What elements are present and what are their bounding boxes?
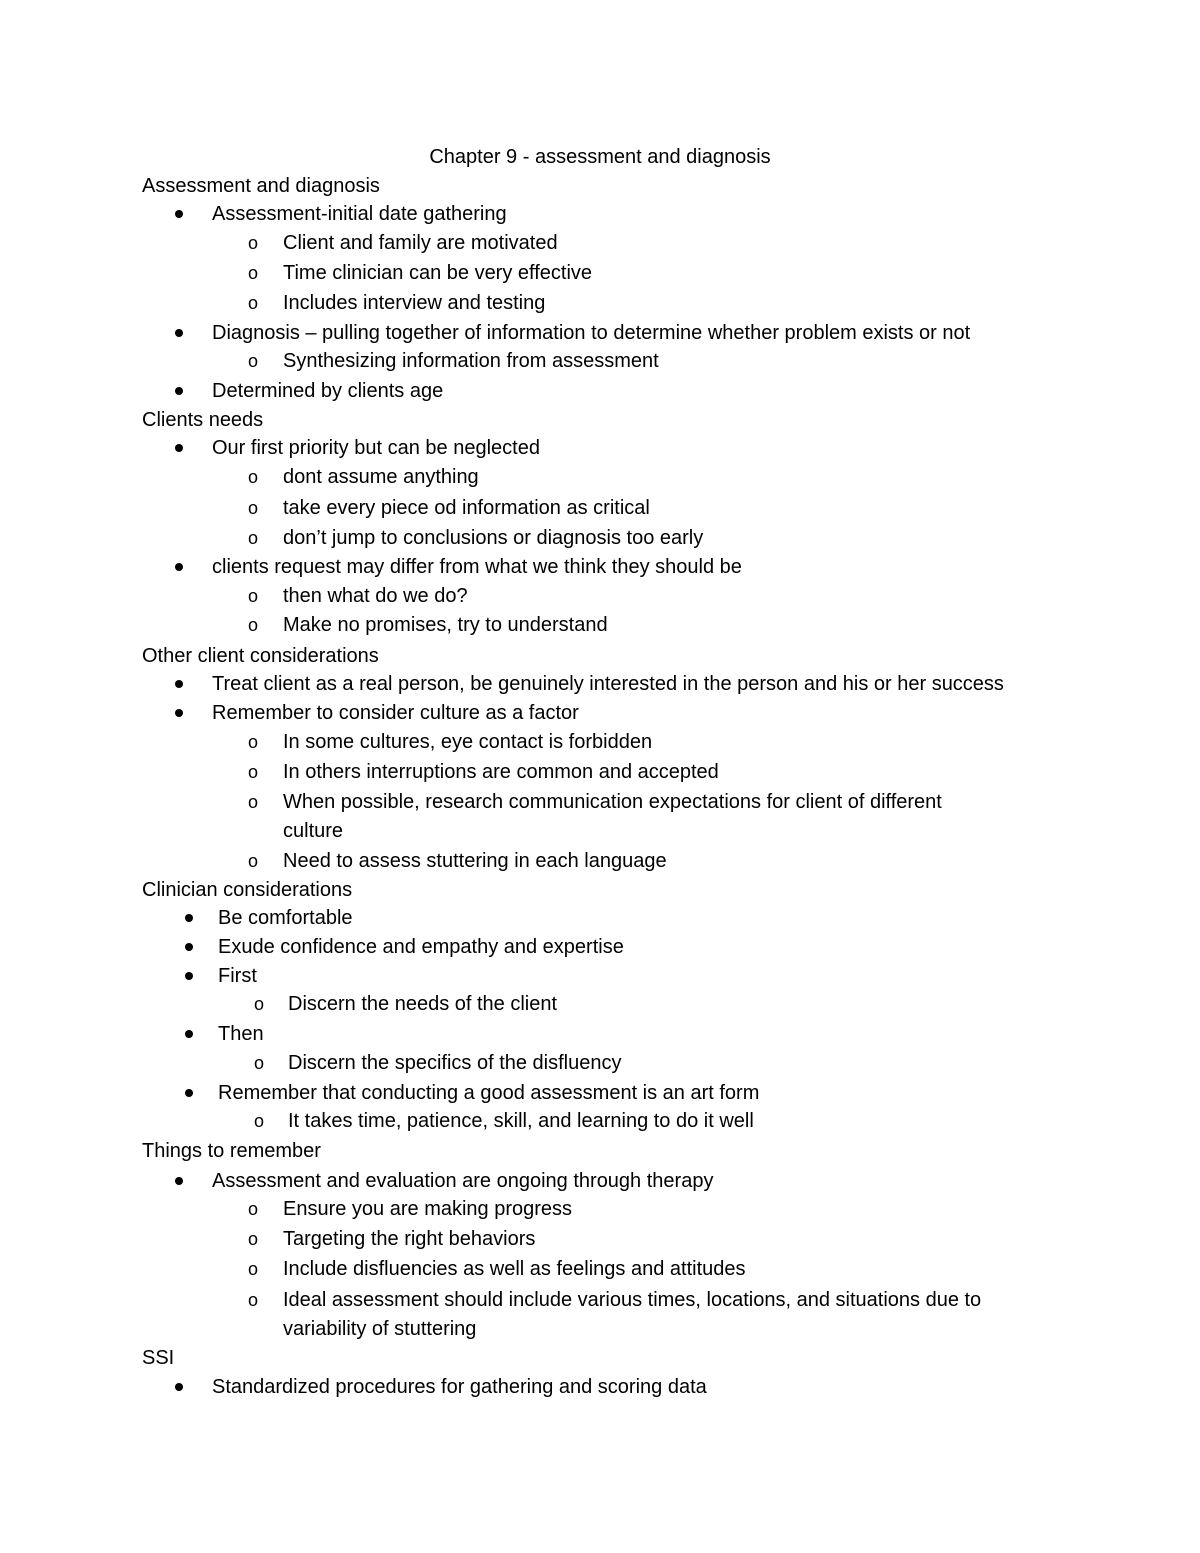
- sub-item: [248, 582, 468, 610]
- sub-item: [248, 728, 653, 756]
- page-title: Chapter 9 - assessment and diagnosis: [429, 146, 771, 168]
- sub-marker: o: [254, 1111, 265, 1131]
- sub-marker: o: [248, 351, 259, 371]
- bullet-item: clients request may differ from what we think they should be: [212, 553, 742, 581]
- sub-item-text: Discern the needs of the client: [288, 993, 558, 1015]
- bullet-item: Diagnosis – pulling together of information to determine whether problem exists or not: [212, 319, 970, 347]
- sub-marker: o: [254, 994, 265, 1014]
- sub-item-text: It takes time, patience, skill, and learning to do it well: [288, 1110, 754, 1132]
- sub-item: [248, 524, 704, 552]
- sub-marker: o: [248, 263, 259, 283]
- sub-marker: o: [248, 615, 259, 635]
- bullet-item: Remember to consider culture as a factor: [212, 699, 579, 727]
- sub-item-text: In some cultures, eye contact is forbidden: [283, 731, 653, 753]
- sub-item: [248, 1286, 982, 1314]
- bullet-item: Treat client as a real person, be genuinely interested in the person and his or her success: [212, 670, 1004, 698]
- sub-marker: o: [254, 1053, 265, 1073]
- sub-item-text: Make no promises, try to understand: [283, 614, 608, 636]
- sub-marker: o: [248, 498, 259, 518]
- section-heading: Clients needs: [142, 409, 264, 431]
- sub-item-continuation: culture: [283, 820, 344, 842]
- sub-item: [254, 1107, 754, 1135]
- sub-item: [248, 1255, 746, 1283]
- sub-item: [248, 1195, 573, 1223]
- sub-item-text: don’t jump to conclusions or diagnosis too early: [283, 527, 704, 549]
- bullet-item: Assessment and evaluation are ongoing through therapy: [212, 1167, 713, 1195]
- bullet-item: Remember that conducting a good assessment is an art form: [218, 1079, 759, 1107]
- sub-item-text: Ideal assessment should include various times, locations, and situations due to: [283, 1289, 982, 1311]
- sub-item-text: In others interruptions are common and accepted: [283, 761, 719, 783]
- sub-item-text: Targeting the right behaviors: [283, 1228, 536, 1250]
- sub-item-text: Need to assess stuttering in each language: [283, 850, 667, 872]
- sub-item-continuation: variability of stuttering: [283, 1318, 477, 1340]
- sub-marker: o: [248, 1199, 259, 1219]
- sub-item-text: then what do we do?: [283, 585, 468, 607]
- sub-item-text: dont assume anything: [283, 466, 479, 488]
- section-heading: Things to remember: [142, 1140, 321, 1162]
- sub-item: [248, 463, 479, 491]
- bullet-item: First: [218, 962, 257, 990]
- bullet-item: Standardized procedures for gathering and scoring data: [212, 1373, 707, 1401]
- section-heading: Assessment and diagnosis: [142, 175, 380, 197]
- sub-marker: o: [248, 1259, 259, 1279]
- sub-marker: o: [248, 293, 259, 313]
- bullet-item: Assessment-initial date gathering: [212, 200, 507, 228]
- sub-item: [254, 1049, 622, 1077]
- sub-item-text: Includes interview and testing: [283, 292, 546, 314]
- sub-marker: o: [248, 851, 259, 871]
- bullet-item: Exude confidence and empathy and expertise: [218, 933, 624, 961]
- sub-item: [248, 494, 650, 522]
- sub-marker: o: [248, 586, 259, 606]
- sub-marker: o: [248, 762, 259, 782]
- sub-marker: o: [248, 233, 259, 253]
- sub-marker: o: [248, 732, 259, 752]
- bullet-item: Our first priority but can be neglected: [212, 434, 540, 462]
- sub-item-text: Client and family are motivated: [283, 232, 558, 254]
- section-heading: Other client considerations: [142, 645, 379, 667]
- sub-item: [248, 788, 942, 816]
- sub-item-text: Synthesizing information from assessment: [283, 350, 659, 372]
- sub-marker: o: [248, 792, 259, 812]
- bullet-item: Determined by clients age: [212, 377, 443, 405]
- sub-marker: o: [248, 1229, 259, 1249]
- sub-item: [248, 347, 659, 375]
- sub-item-text: take every piece od information as critical: [283, 497, 650, 519]
- sub-item-text: Include disfluencies as well as feelings and attitudes: [283, 1258, 746, 1280]
- section-heading: SSI: [142, 1347, 175, 1369]
- bullet-item: Then: [218, 1020, 264, 1048]
- sub-item-text: Discern the specifics of the disfluency: [288, 1052, 622, 1074]
- bullet-item: Be comfortable: [218, 904, 353, 932]
- sub-item: [254, 990, 558, 1018]
- sub-item: [248, 611, 608, 639]
- sub-item: [248, 259, 593, 287]
- sub-item: [248, 847, 667, 875]
- sub-item: [248, 289, 546, 317]
- sub-item: [248, 1225, 536, 1253]
- sub-marker: o: [248, 467, 259, 487]
- sub-marker: o: [248, 1290, 259, 1310]
- sub-item: [248, 229, 558, 257]
- sub-marker: o: [248, 528, 259, 548]
- sub-item-text: Ensure you are making progress: [283, 1198, 573, 1220]
- sub-item: [248, 758, 719, 786]
- section-heading: Clinician considerations: [142, 879, 353, 901]
- sub-item-text: Time clinician can be very effective: [283, 262, 593, 284]
- sub-item-text: When possible, research communication expectations for client of different: [283, 791, 942, 813]
